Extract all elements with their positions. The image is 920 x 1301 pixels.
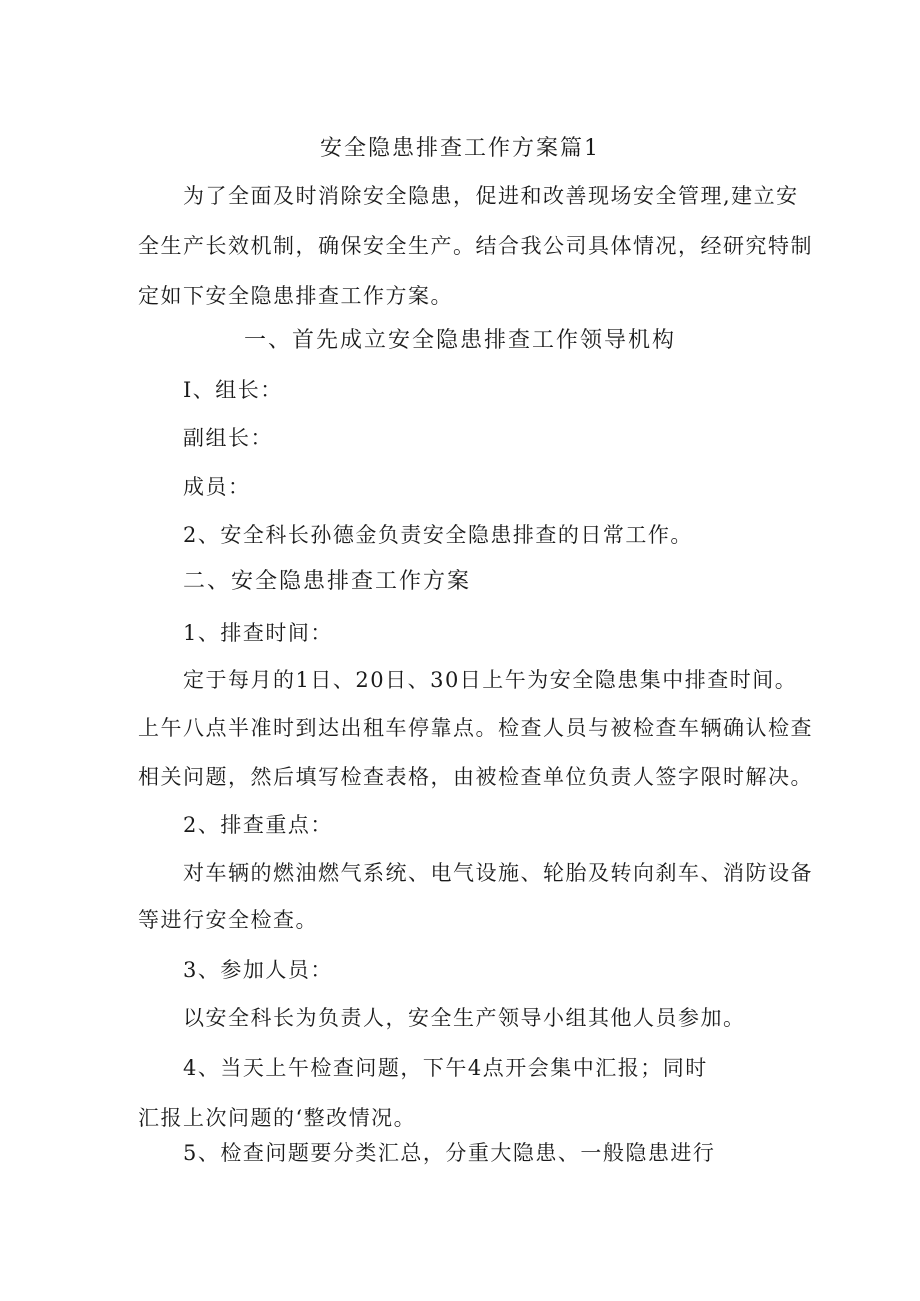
intro-line-2: 全生产长效机制，确保安全生产。结合我公司具体情况，经研究特制 <box>138 234 813 258</box>
section1-item-members: 成员： <box>183 475 251 499</box>
item5-line: 5、检查问题要分类汇总，分重大隐患、一般隐患进行 <box>183 1141 716 1165</box>
item4-line-1: 4、当天上午检查问题，下午4点开会集中汇报；同时 <box>183 1056 708 1080</box>
section1-item-leader: I、组长： <box>183 378 283 402</box>
intro-line-1: 为了全面及时消除安全隐患，促进和改善现场安全管理,建立安 <box>183 184 799 208</box>
people-text: 以安全科长为负责人，安全生产领导小组其他人员参加。 <box>183 1006 746 1030</box>
focus-text-1: 对车辆的燃油燃气系统、电气设施、轮胎及转向刹车、消防设备 <box>183 861 813 885</box>
section1-item-deputy: 副组长： <box>183 426 273 450</box>
focus-label: 2、排查重点： <box>183 813 333 837</box>
intro-line-3: 定如下安全隐患排查工作方案。 <box>138 284 453 308</box>
time-text-1: 定于每月的1日、20日、30日上午为安全隐患集中排查时间。 <box>183 668 798 692</box>
document-title: 安全隐患排查工作方案篇1 <box>320 136 600 161</box>
item4-line-2: 汇报上次问题的‘整改情况。 <box>138 1106 417 1130</box>
section1-heading: 一、首先成立安全隐患排查工作领导机构 <box>244 328 677 353</box>
section1-item-2: 2、安全科长孙德金负责安全隐患排查的日常工作。 <box>183 523 693 547</box>
time-label: 1、排查时间： <box>183 621 333 645</box>
time-text-3: 相关问题，然后填写检查表格，由被检查单位负责人签字限时解决。 <box>138 765 813 789</box>
people-label: 3、参加人员： <box>183 958 333 982</box>
time-text-2: 上午八点半准时到达出租车停靠点。检查人员与被检查车辆确认检查 <box>138 716 813 740</box>
focus-text-2: 等进行安全检查。 <box>138 908 318 932</box>
section2-heading: 二、安全隐患排查工作方案 <box>183 569 472 594</box>
